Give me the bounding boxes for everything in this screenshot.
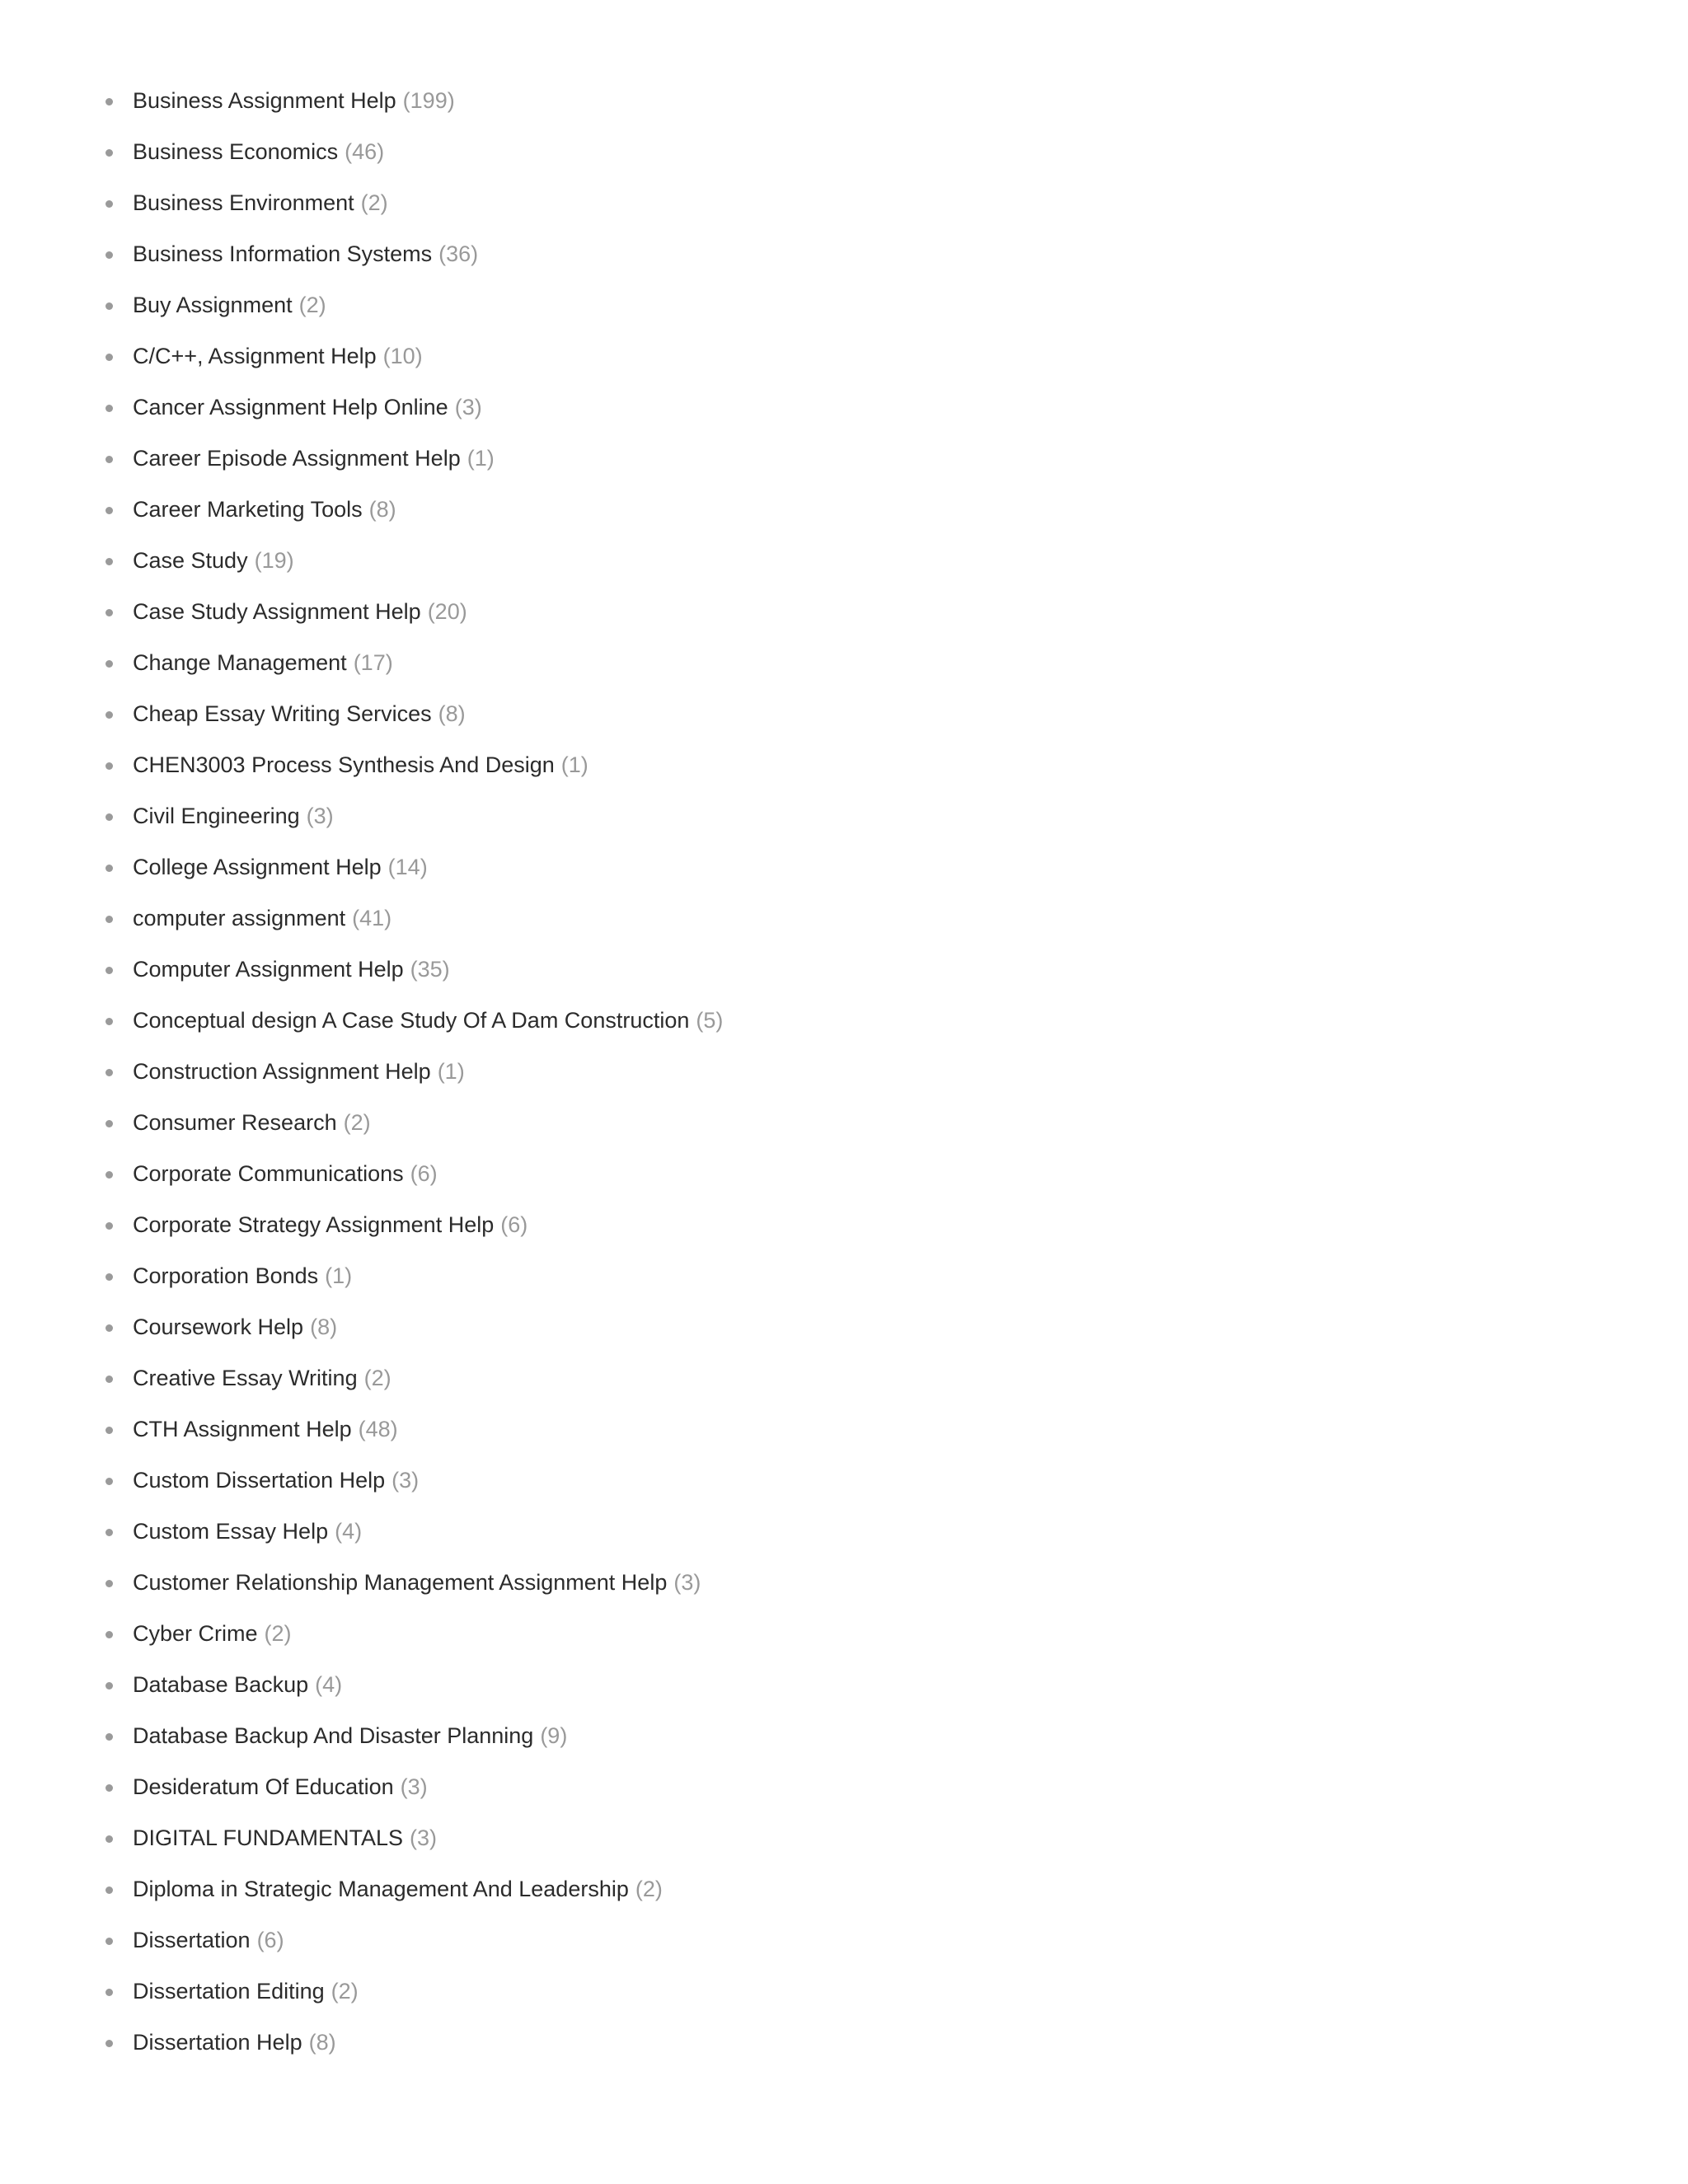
category-link[interactable]: Business Information Systems bbox=[133, 241, 433, 266]
list-item bbox=[0, 290, 1688, 341]
bullet-icon bbox=[106, 660, 113, 668]
bullet-icon bbox=[106, 1171, 113, 1179]
category-link[interactable]: Construction Assignment Help bbox=[133, 1059, 431, 1084]
bullet-icon bbox=[106, 1273, 113, 1281]
post-count: (6) bbox=[410, 1161, 438, 1186]
post-count: (3) bbox=[400, 1774, 428, 1799]
bullet-icon bbox=[106, 456, 113, 463]
category-link[interactable]: Dissertation Help bbox=[133, 2030, 302, 2055]
list-item bbox=[0, 1925, 1688, 1976]
post-count: (3) bbox=[454, 395, 482, 419]
list-item bbox=[0, 1568, 1688, 1619]
post-count: (8) bbox=[308, 2030, 336, 2055]
list-item bbox=[0, 86, 1688, 137]
post-count: (2) bbox=[331, 1979, 359, 2004]
list-item bbox=[0, 1210, 1688, 1261]
bullet-icon bbox=[106, 1222, 113, 1230]
bullet-icon bbox=[106, 865, 113, 872]
category-link[interactable]: Cyber Crime bbox=[133, 1621, 258, 1646]
list-item bbox=[0, 699, 1688, 750]
post-count: (36) bbox=[438, 241, 479, 266]
bullet-icon bbox=[106, 1784, 113, 1792]
list-item bbox=[0, 1414, 1688, 1465]
category-link[interactable]: Business Economics bbox=[133, 139, 339, 164]
bullet-icon bbox=[106, 251, 113, 259]
category-link[interactable]: Creative Essay Writing bbox=[133, 1366, 358, 1390]
post-count: (10) bbox=[382, 344, 423, 368]
category-link[interactable]: Buy Assignment bbox=[133, 293, 293, 317]
post-count: (2) bbox=[298, 293, 326, 317]
post-count: (17) bbox=[353, 650, 393, 675]
bullet-icon bbox=[106, 1018, 113, 1025]
list-item bbox=[0, 648, 1688, 699]
category-link[interactable]: Database Backup And Disaster Planning bbox=[133, 1723, 534, 1748]
category-link[interactable]: Conceptual design A Case Study Of A Dam Construction bbox=[133, 1008, 690, 1033]
list-item bbox=[0, 852, 1688, 903]
list-item bbox=[0, 1057, 1688, 1108]
post-count: (6) bbox=[256, 1928, 284, 1952]
post-count: (4) bbox=[315, 1672, 343, 1697]
list-item bbox=[0, 1772, 1688, 1823]
category-link[interactable]: Career Episode Assignment Help bbox=[133, 446, 461, 471]
list-item bbox=[0, 1670, 1688, 1721]
category-link[interactable]: Corporate Communications bbox=[133, 1161, 404, 1186]
category-link[interactable]: Case Study Assignment Help bbox=[133, 599, 421, 624]
bullet-icon bbox=[106, 558, 113, 565]
post-count: (48) bbox=[358, 1417, 398, 1441]
category-link[interactable]: Cheap Essay Writing Services bbox=[133, 701, 432, 726]
list-item bbox=[0, 903, 1688, 954]
bullet-icon bbox=[106, 1886, 113, 1894]
post-count: (8) bbox=[310, 1315, 338, 1339]
list-item bbox=[0, 188, 1688, 239]
list-item bbox=[0, 443, 1688, 494]
post-count: (9) bbox=[540, 1723, 568, 1748]
post-count: (35) bbox=[410, 957, 450, 982]
post-count: (2) bbox=[635, 1877, 663, 1901]
post-count: (3) bbox=[673, 1570, 701, 1595]
list-item bbox=[0, 1874, 1688, 1925]
post-count: (199) bbox=[402, 88, 455, 113]
list-item bbox=[0, 546, 1688, 597]
bullet-icon bbox=[106, 2040, 113, 2047]
category-link[interactable]: C/C++, Assignment Help bbox=[133, 344, 377, 368]
category-link[interactable]: Corporation Bonds bbox=[133, 1263, 319, 1288]
list-item bbox=[0, 597, 1688, 648]
list-item bbox=[0, 750, 1688, 801]
list-item bbox=[0, 1976, 1688, 2027]
bullet-icon bbox=[106, 916, 113, 923]
category-link[interactable]: CHEN3003 Process Synthesis And Design bbox=[133, 752, 555, 777]
bullet-icon bbox=[106, 1069, 113, 1076]
bullet-icon bbox=[106, 762, 113, 770]
post-count: (1) bbox=[437, 1059, 465, 1084]
bullet-icon bbox=[106, 967, 113, 974]
list-item bbox=[0, 1721, 1688, 1772]
post-count: (46) bbox=[345, 139, 385, 164]
bullet-icon bbox=[106, 98, 113, 105]
bullet-icon bbox=[106, 1631, 113, 1638]
bullet-icon bbox=[106, 354, 113, 361]
bullet-icon bbox=[106, 1580, 113, 1587]
list-item bbox=[0, 1159, 1688, 1210]
list-item bbox=[0, 1005, 1688, 1057]
category-link[interactable]: Computer Assignment Help bbox=[133, 957, 404, 982]
category-link[interactable]: Cancer Assignment Help Online bbox=[133, 395, 448, 419]
category-link[interactable]: Dissertation bbox=[133, 1928, 251, 1952]
category-link[interactable]: Desideratum Of Education bbox=[133, 1774, 394, 1799]
post-count: (8) bbox=[438, 701, 466, 726]
list-item bbox=[0, 1108, 1688, 1159]
post-count: (2) bbox=[363, 1366, 392, 1390]
list-item bbox=[0, 1619, 1688, 1670]
post-count: (1) bbox=[325, 1263, 353, 1288]
list-item bbox=[0, 1363, 1688, 1414]
bullet-icon bbox=[106, 1427, 113, 1434]
list-item bbox=[0, 954, 1688, 1005]
post-count: (2) bbox=[360, 190, 388, 215]
list-item bbox=[0, 494, 1688, 546]
bullet-icon bbox=[106, 149, 113, 157]
post-count: (41) bbox=[352, 906, 392, 930]
category-link[interactable]: Career Marketing Tools bbox=[133, 497, 363, 522]
bullet-icon bbox=[106, 200, 113, 208]
category-link[interactable]: Custom Dissertation Help bbox=[133, 1468, 386, 1493]
category-link[interactable]: College Assignment Help bbox=[133, 855, 382, 879]
category-link[interactable]: Civil Engineering bbox=[133, 804, 300, 828]
post-count: (3) bbox=[392, 1468, 420, 1493]
list-item bbox=[0, 137, 1688, 188]
bullet-icon bbox=[106, 302, 113, 310]
bullet-icon bbox=[106, 507, 113, 514]
post-count: (5) bbox=[696, 1008, 724, 1033]
category-link[interactable]: Business Environment bbox=[133, 190, 354, 215]
category-link[interactable]: computer assignment bbox=[133, 906, 346, 930]
post-count: (3) bbox=[306, 804, 334, 828]
list-item bbox=[0, 1312, 1688, 1363]
post-count: (2) bbox=[264, 1621, 292, 1646]
post-count: (3) bbox=[410, 1825, 438, 1850]
list-item bbox=[0, 1465, 1688, 1516]
bullet-icon bbox=[106, 405, 113, 412]
list-item bbox=[0, 2027, 1688, 2079]
bullet-icon bbox=[106, 1120, 113, 1127]
category-link[interactable]: Custom Essay Help bbox=[133, 1519, 329, 1544]
post-count: (19) bbox=[254, 548, 294, 573]
list-item bbox=[0, 392, 1688, 443]
category-link[interactable]: DIGITAL FUNDAMENTALS bbox=[133, 1825, 404, 1850]
category-link[interactable]: Corporate Strategy Assignment Help bbox=[133, 1212, 495, 1237]
bullet-icon bbox=[106, 1529, 113, 1536]
bullet-icon bbox=[106, 1938, 113, 1945]
bullet-icon bbox=[106, 1324, 113, 1332]
list-item bbox=[0, 1516, 1688, 1568]
list-item bbox=[0, 1823, 1688, 1874]
list-item bbox=[0, 239, 1688, 290]
category-link[interactable]: CTH Assignment Help bbox=[133, 1417, 352, 1441]
post-count: (14) bbox=[387, 855, 428, 879]
bullet-icon bbox=[106, 1733, 113, 1741]
post-count: (1) bbox=[560, 752, 588, 777]
category-link[interactable]: Dissertation Editing bbox=[133, 1979, 325, 2004]
bullet-icon bbox=[106, 1835, 113, 1843]
bullet-icon bbox=[106, 1989, 113, 1996]
category-link[interactable]: Change Management bbox=[133, 650, 347, 675]
post-count: (2) bbox=[343, 1110, 371, 1135]
bullet-icon bbox=[106, 1376, 113, 1383]
bullet-icon bbox=[106, 1478, 113, 1485]
category-link[interactable]: Coursework Help bbox=[133, 1315, 304, 1339]
bullet-icon bbox=[106, 711, 113, 719]
post-count: (20) bbox=[427, 599, 467, 624]
post-count: (6) bbox=[500, 1212, 528, 1237]
category-link[interactable]: Diploma in Strategic Management And Leadership bbox=[133, 1877, 629, 1901]
list-item bbox=[0, 1261, 1688, 1312]
category-link[interactable]: Business Assignment Help bbox=[133, 88, 396, 113]
post-count: (8) bbox=[368, 497, 396, 522]
bullet-icon bbox=[106, 1682, 113, 1690]
category-link[interactable]: Case Study bbox=[133, 548, 248, 573]
list-item bbox=[0, 801, 1688, 852]
post-count: (4) bbox=[335, 1519, 363, 1544]
category-link[interactable]: Customer Relationship Management Assignment Help bbox=[133, 1570, 668, 1595]
post-count: (1) bbox=[467, 446, 495, 471]
category-link[interactable]: Consumer Research bbox=[133, 1110, 337, 1135]
category-link[interactable]: Database Backup bbox=[133, 1672, 309, 1697]
bullet-icon bbox=[106, 813, 113, 821]
list-item bbox=[0, 341, 1688, 392]
bullet-icon bbox=[106, 609, 113, 616]
